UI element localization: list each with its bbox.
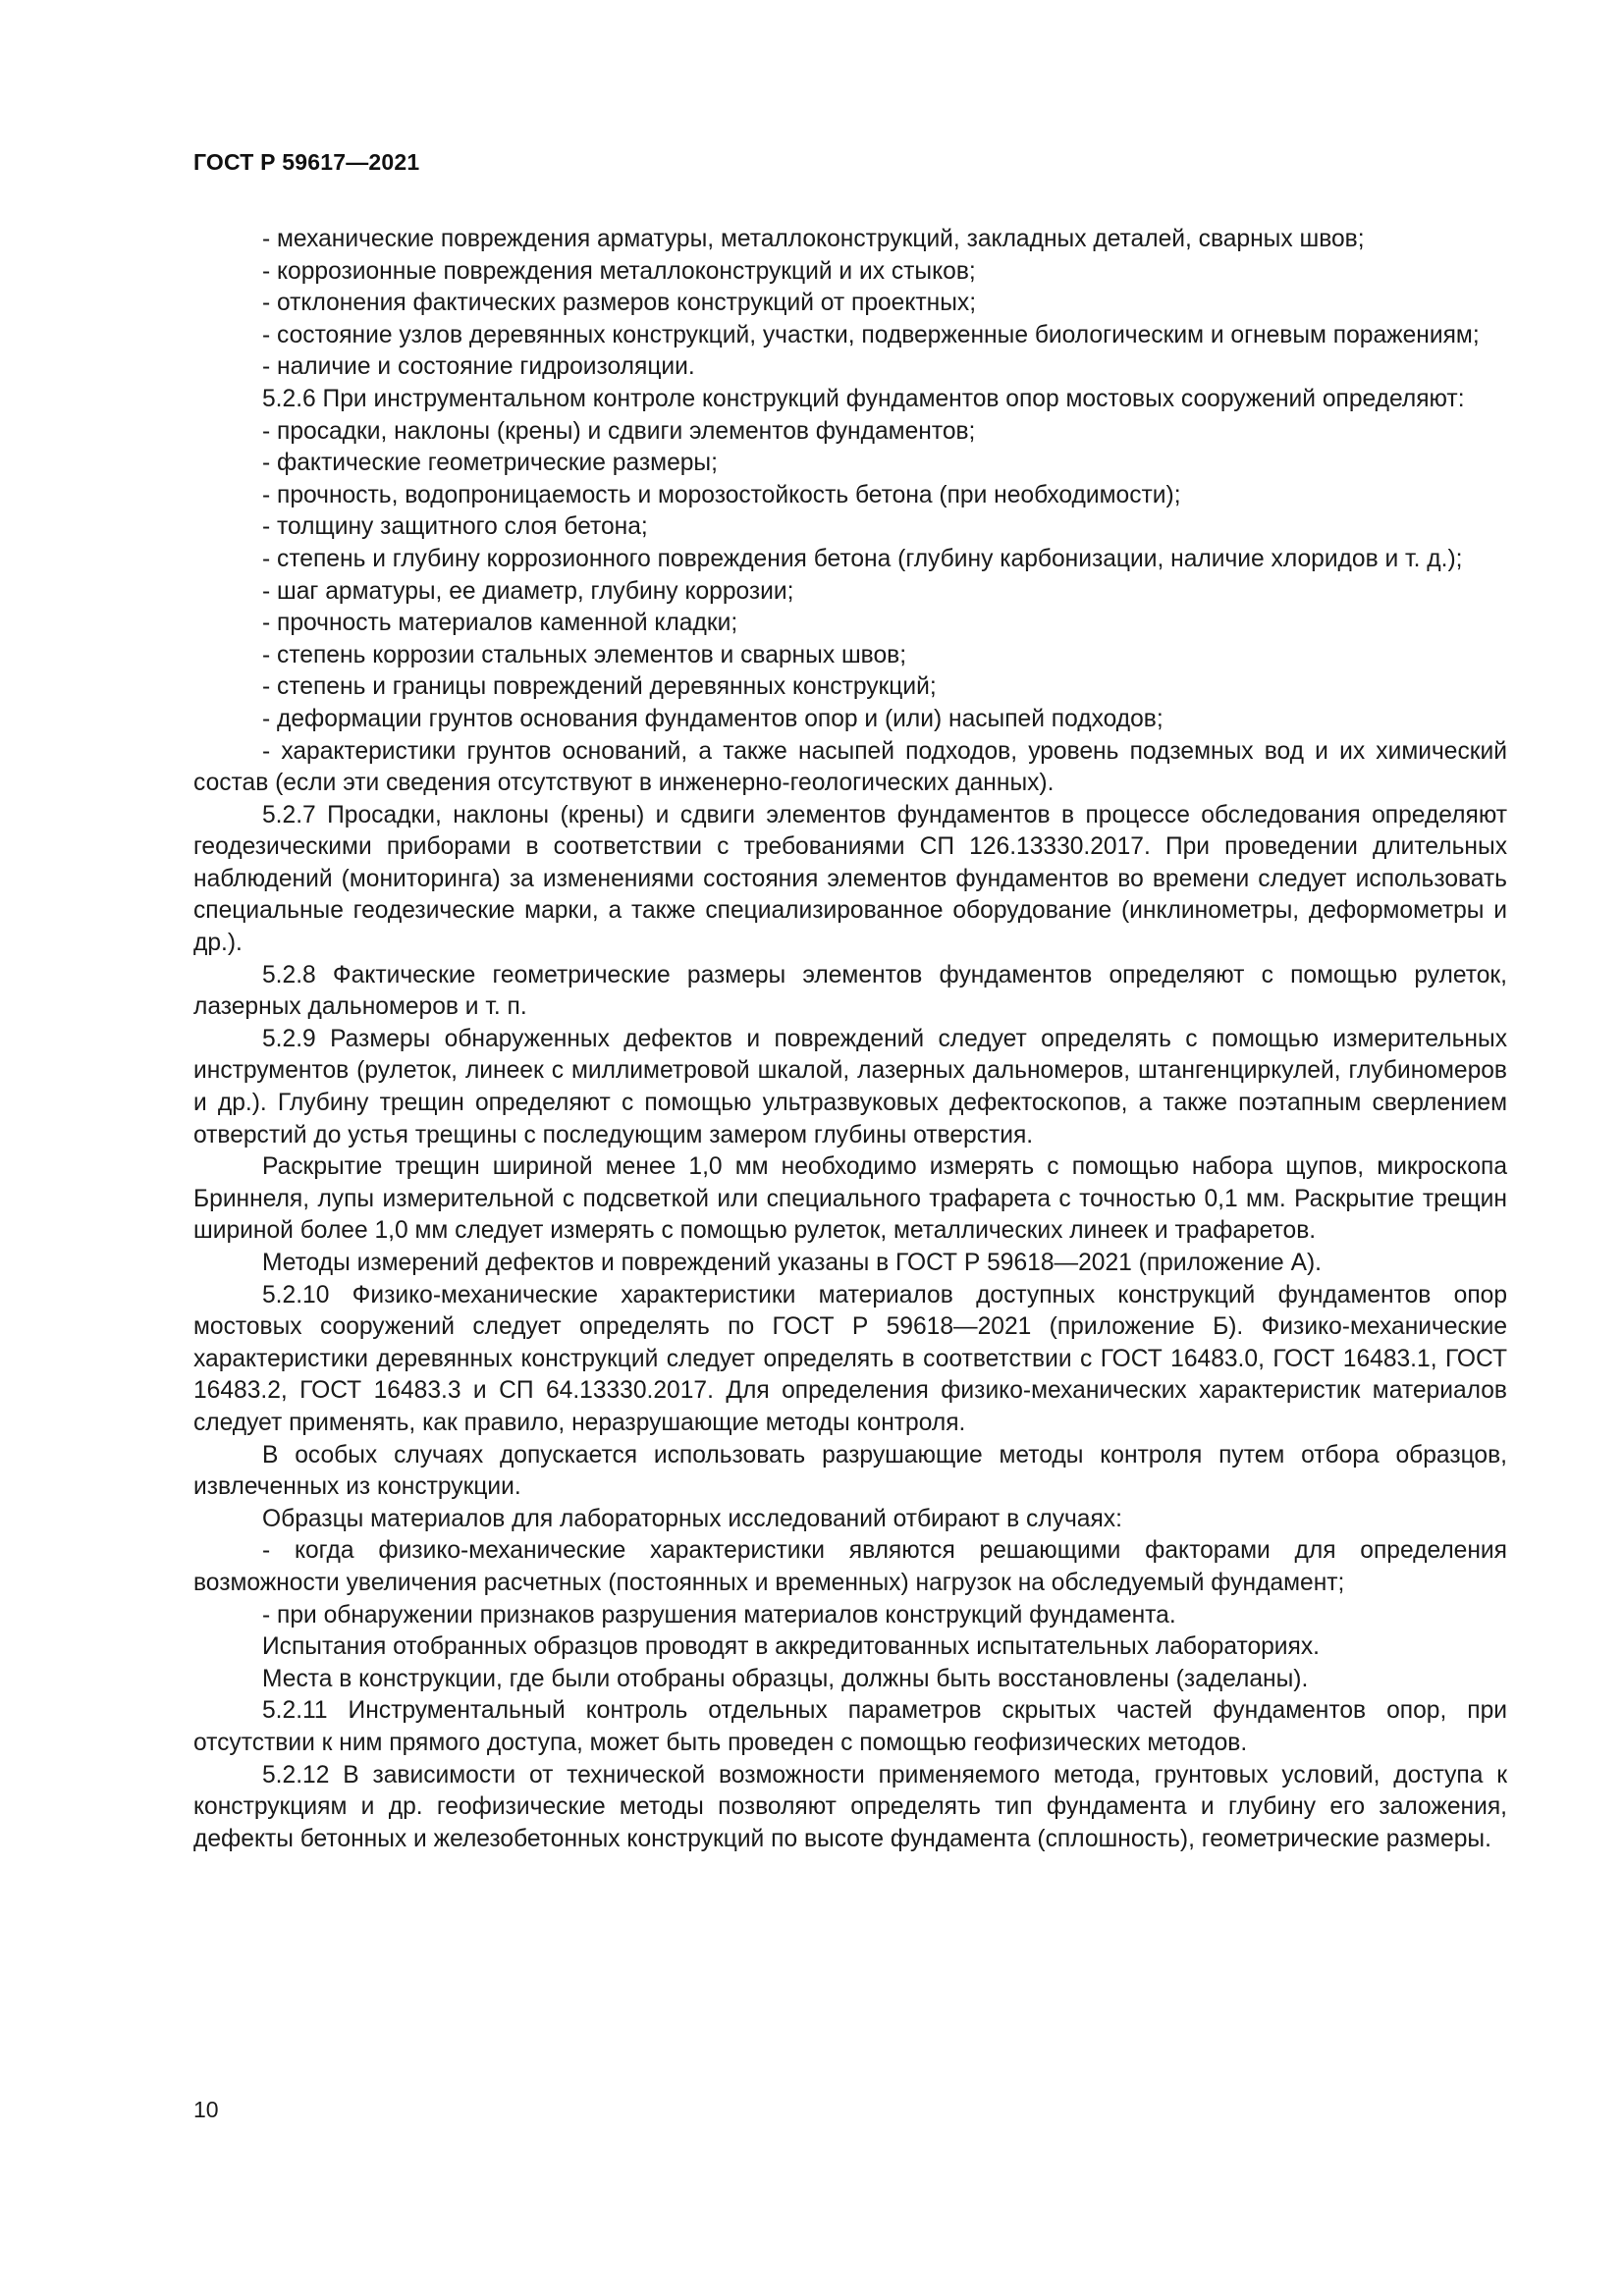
paragraph: 5.2.10 Физико-механические характеристики материалов доступных конструкций фундаментов опор мостовых сооружений следует определять по ГОСТ Р 59618—2021 (приложение Б). Физико-механические характеристики деревянных конструкций следует определять в соответствии с ГОСТ 16483.0, ГОСТ 16483.1, ГОСТ 16483.2, ГОСТ 16483.3 и СП 64.13330.2017. Для определения физико-механических характеристик материалов следует применять, как правило, неразрушающие методы контроля. (193, 1281, 1507, 1436)
paragraph: - когда физико-механические характеристики являются решающими факторами для определения возможности увеличения расчетных (постоянных и временных) нагрузок на обследуемый фундамент; (193, 1537, 1507, 1596)
paragraph: - просадки, наклоны (крены) и сдвиги элементов фундаментов; (262, 417, 976, 445)
paragraph: - характеристики грунтов оснований, а также насыпей подходов, уровень подземных вод и их химический состав (если эти сведения отсутствуют в инженерно-геологических данных). (193, 737, 1507, 797)
paragraph: Раскрытие трещин шириной менее 1,0 мм необходимо измерять с помощью набора щупов, микроскопа Бриннеля, лупы измерительной с подсветкой или специального трафарета с точностью 0,1 мм. Раскрытие трещин шириной более 1,0 мм следует измерять с помощью рулеток, металлических линеек и трафаретов. (193, 1153, 1507, 1245)
paragraph: Образцы материалов для лабораторных исследований отбирают в случаях: (262, 1505, 1122, 1532)
paragraph: - наличие и состояние гидроизоляции. (262, 353, 695, 381)
paragraph: 5.2.9 Размеры обнаруженных дефектов и повреждений следует определять с помощью измерительных инструментов (рулеток, линеек с миллиметровой шкалой, лазерных дальномеров, штангенциркулей, глубиномеров и др.). Глубину трещин определяют с помощью ультразвуковых дефектоскопов, а также поэтапным сверлением отверстий до устья трещины с последующим замером глубины отверстия. (193, 1025, 1507, 1148)
paragraph: 5.2.8 Фактические геометрические размеры элементов фундаментов определяют с помощью рулеток, лазерных дальномеров и т. п. (193, 961, 1507, 1021)
paragraph: - фактические геометрические размеры; (262, 450, 718, 477)
paragraph: - состояние узлов деревянных конструкций, участки, подверженные биологическим и огневым поражениям; (262, 321, 1480, 348)
paragraph: 5.2.6 При инструментальном контроле конструкций фундаментов опор мостовых сооружений определяют: (262, 385, 1465, 412)
paragraph: 5.2.7 Просадки, наклоны (крены) и сдвиги элементов фундаментов в процессе обследования определяют геодезическими приборами в соответствии с требованиями СП 126.13330.2017. При проведении длительных наблюдений (мониторинга) за изменениями состояния элементов фундаментов во времени следует использовать специальные геодезические марки, а также специализированное оборудование (инклинометры, деформометры и др.). (193, 801, 1507, 957)
document-body (193, 224, 1507, 1855)
paragraph: - коррозионные повреждения металлоконструкций и их стыков; (262, 257, 976, 285)
paragraph: - механические повреждения арматуры, металлоконструкций, закладных деталей, сварных швов; (262, 226, 1365, 252)
paragraph: - отклонения фактических размеров конструкций от проектных; (262, 290, 977, 317)
paragraph: Испытания отобранных образцов проводят в аккредитованных испытательных лабораториях. (262, 1633, 1320, 1661)
page-number: 10 (193, 2097, 219, 2122)
paragraph: - степень коррозии стальных элементов и сварных швов; (262, 641, 907, 668)
paragraph: - толщину защитного слоя бетона; (262, 513, 648, 541)
paragraph: - шаг арматуры, ее диаметр, глубину коррозии; (262, 577, 794, 605)
paragraph: - при обнаружении признаков разрушения материалов конструкций фундамента. (262, 1601, 1176, 1629)
document-code-header: ГОСТ Р 59617—2021 (193, 149, 420, 175)
paragraph: 5.2.12 В зависимости от технической возможности применяемого метода, грунтовых условий, доступа к конструкциям и др. геофизические методы позволяют определять тип фундамента и глубину его заложения, дефекты бетонных и железобетонных конструкций по высоте фундамента (сплошность), геометрические размеры. (193, 1761, 1507, 1852)
paragraph: - степень и границы повреждений деревянных конструкций; (262, 673, 937, 701)
paragraph: Методы измерений дефектов и повреждений указаны в ГОСТ Р 59618—2021 (приложение А). (262, 1250, 1322, 1276)
paragraph: 5.2.11 Инструментальный контроль отдельных параметров скрытых частей фундаментов опор, при отсутствии к ним прямого доступа, может быть проведен с помощью геофизических методов. (193, 1697, 1507, 1756)
paragraph: Места в конструкции, где были отобраны образцы, должны быть восстановлены (заделаны). (262, 1665, 1309, 1692)
paragraph: В особых случаях допускается использовать разрушающие методы контроля путем отбора образцов, извлеченных из конструкции. (193, 1441, 1507, 1501)
paragraph: - прочность, водопроницаемость и морозостойкость бетона (при необходимости); (262, 481, 1181, 508)
paragraph: - степень и глубину коррозионного повреждения бетона (глубину карбонизации, наличие хлоридов и т. д.); (262, 545, 1463, 572)
paragraph: - прочность материалов каменной кладки; (262, 610, 738, 637)
paragraph: - деформации грунтов основания фундаментов опор и (или) насыпей подходов; (262, 705, 1164, 732)
